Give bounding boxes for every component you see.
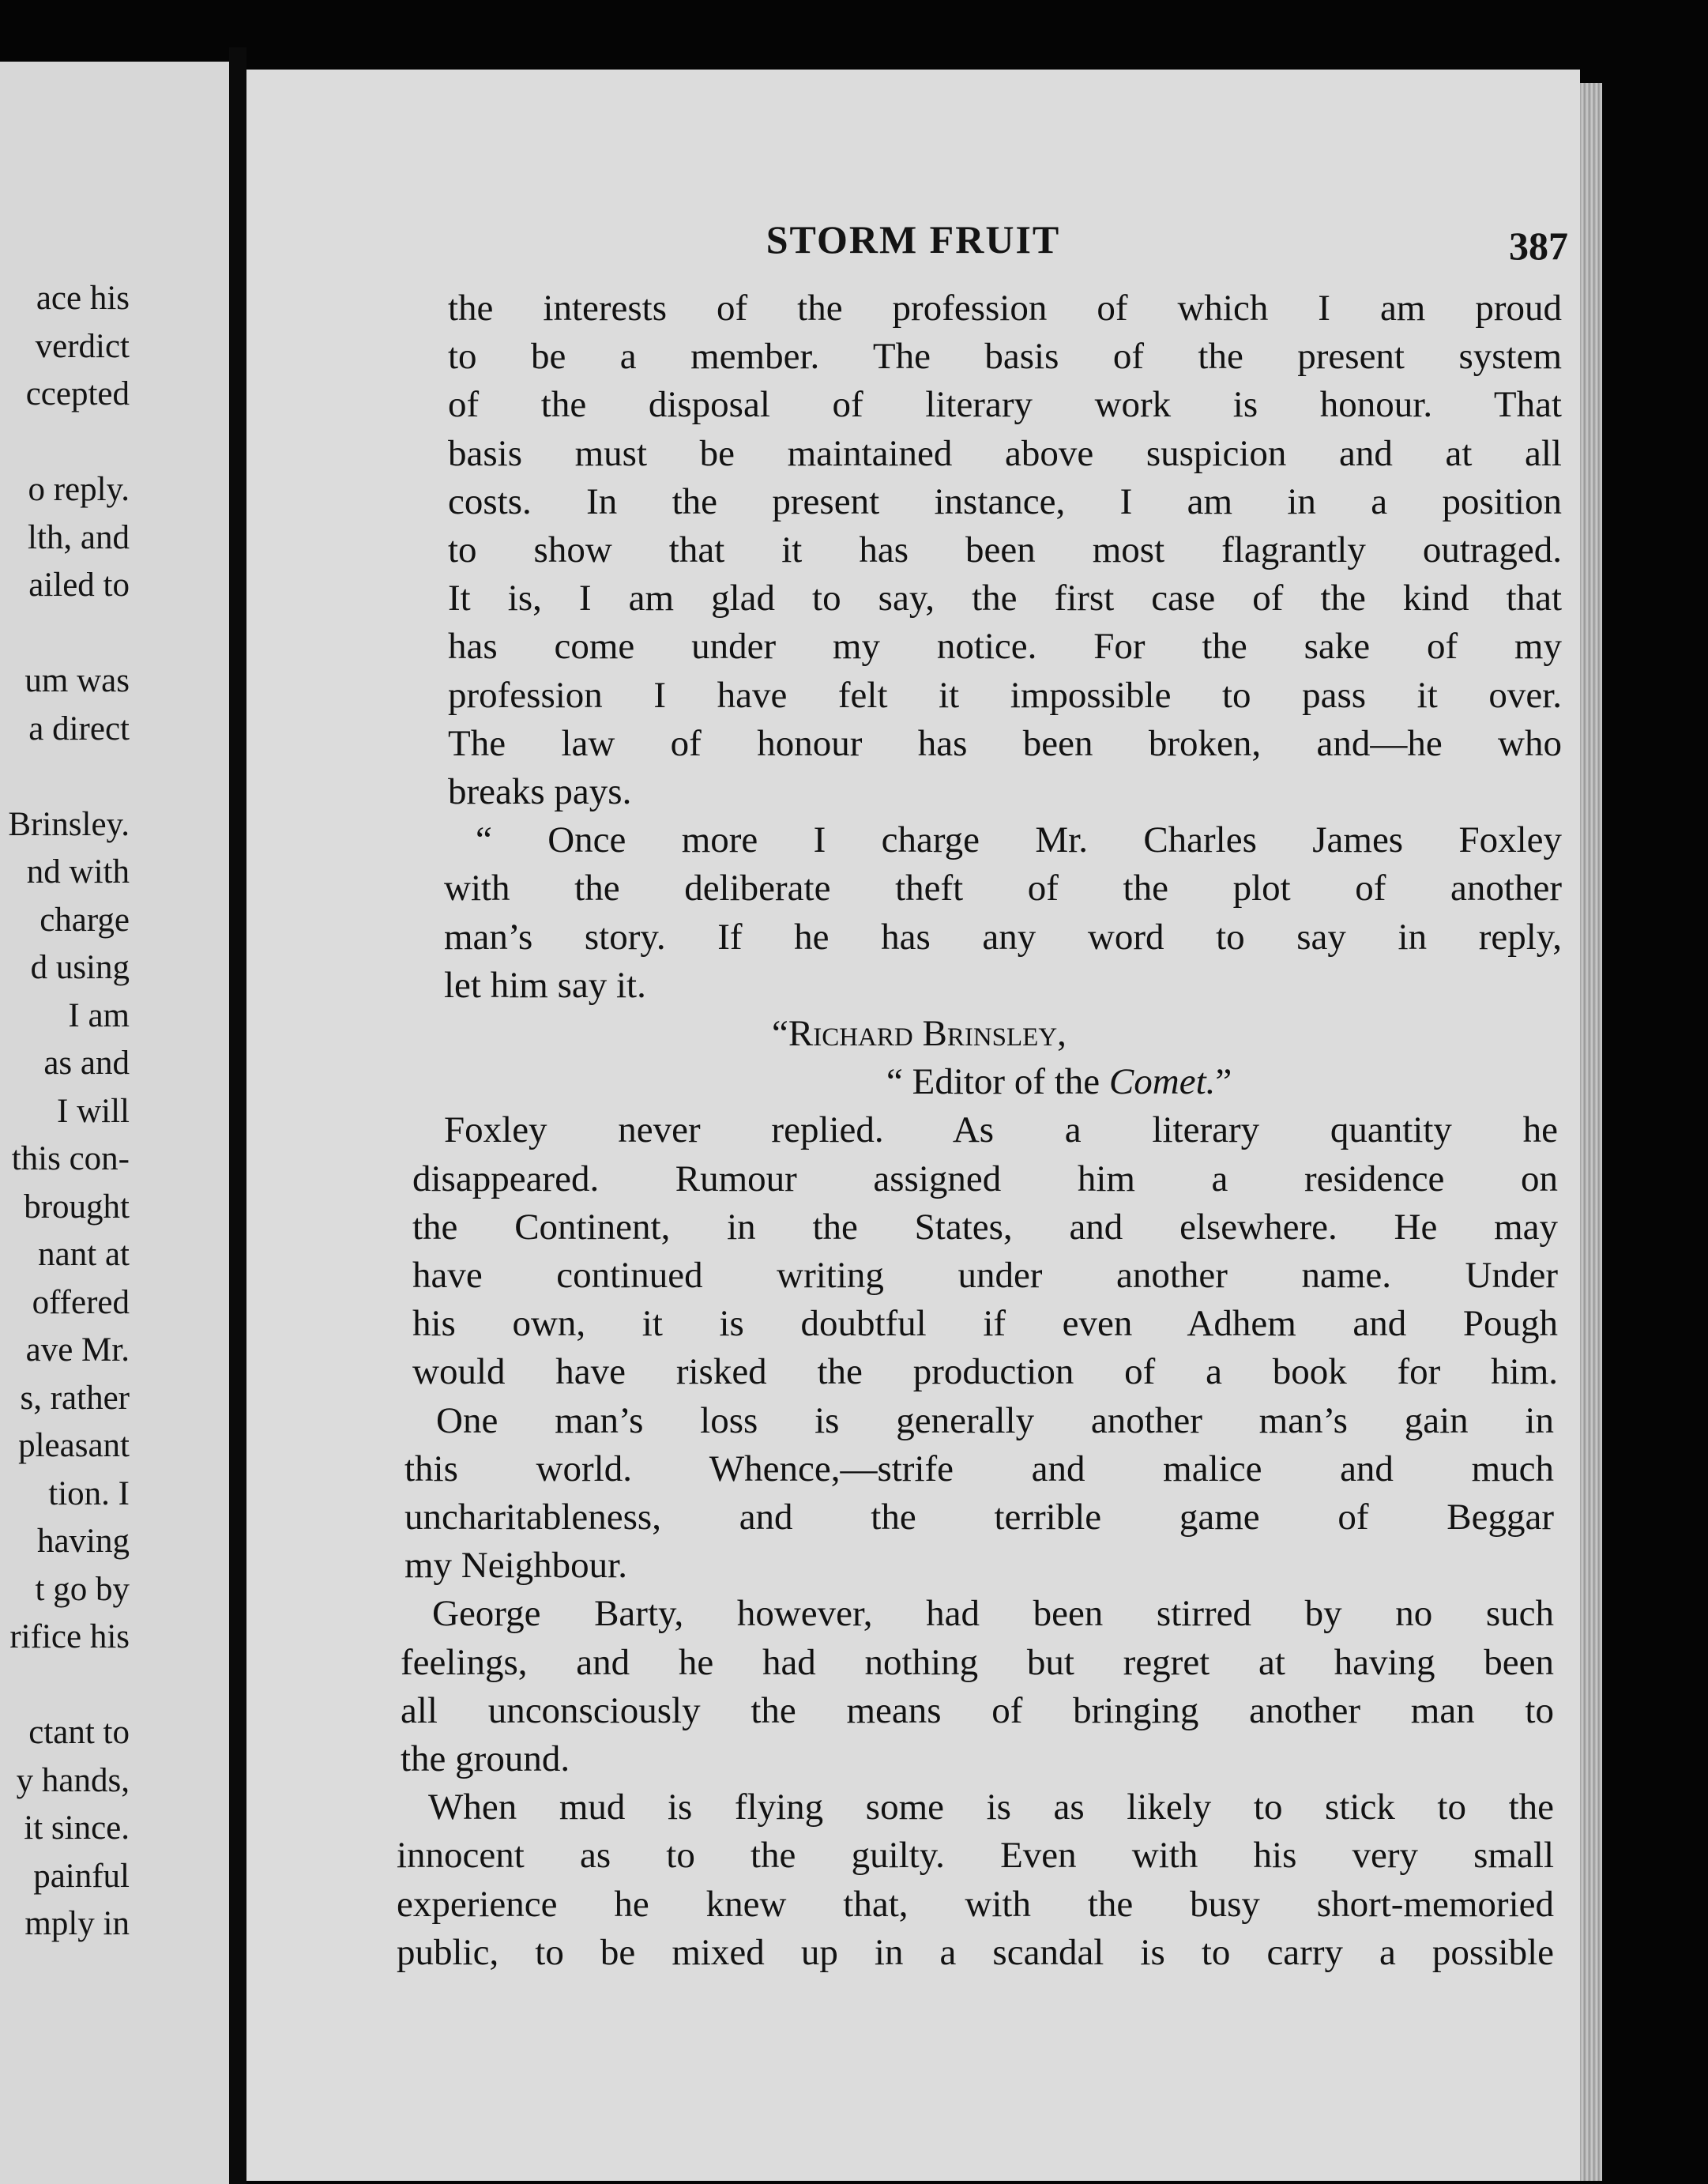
text-line: George Barty, however, had been stirred by no such — [432, 1593, 1554, 1635]
text-line: uncharitableness, and the terrible game of Beggar — [404, 1497, 1554, 1538]
text-line: One man’s loss is generally another man’s gain in — [436, 1399, 1554, 1441]
facing-page-line: a direct — [28, 710, 130, 747]
text-line: Foxley never replied. As a literary quantity he — [444, 1109, 1558, 1151]
text-line: would have risked the production of a book for him. — [412, 1351, 1558, 1393]
page-number: 387 — [1509, 224, 1568, 268]
signature-name — [772, 1010, 1067, 1057]
facing-page-line: having — [36, 1523, 130, 1560]
signature-title-close: ” — [1215, 1061, 1232, 1103]
text-line: When mud is flying some is as likely to stick to the — [428, 1787, 1554, 1828]
facing-page-line: I will — [57, 1092, 130, 1130]
text-line: experience he knew that, with the busy short-memoried — [397, 1883, 1554, 1925]
running-head: STORM FRUIT — [766, 217, 1061, 262]
facing-page-line: lth, and — [28, 518, 130, 556]
facing-page-line: t go by — [35, 1570, 130, 1608]
text-line: let him say it. — [444, 964, 646, 1006]
facing-page-line: ctant to — [28, 1714, 130, 1751]
facing-page-line: Brinsley. — [8, 805, 130, 843]
text-line: basis must be maintained above suspicion and at all — [448, 432, 1562, 474]
facing-page-line: tion. I — [48, 1474, 130, 1512]
facing-page — [0, 62, 229, 2184]
facing-page-line: offered — [32, 1283, 130, 1321]
text-line: innocent as to the guilty. Even with his very small — [397, 1835, 1554, 1877]
facing-page-line: ave Mr. — [25, 1331, 130, 1369]
text-line: breaks pays. — [448, 771, 632, 812]
text-line: to show that it has been most flagrantly outraged. — [448, 529, 1562, 570]
text-line: has come under my notice. For the sake of my — [448, 626, 1562, 668]
text-line: the Continent, in the States, and elsewhere. He may — [412, 1206, 1558, 1248]
facing-page-line: charge — [40, 901, 130, 939]
text-line: public, to be mixed up in a scandal is to carry a possible — [397, 1931, 1554, 1973]
text-line: all unconsciously the means of bringing another man to — [401, 1689, 1554, 1731]
facing-page-line: nant at — [38, 1236, 130, 1273]
signature-name-text: “Richard Brinsley, — [772, 1013, 1067, 1054]
facing-page-line: pleasant — [18, 1427, 130, 1464]
signature-title-prefix: “ Editor of the — [886, 1061, 1109, 1103]
text-line: to be a member. The basis of the present system — [448, 336, 1562, 378]
text-line: “ Once more I charge Mr. Charles James Foxley — [476, 819, 1562, 861]
facing-page-line: y hands, — [16, 1761, 130, 1799]
text-line: The law of honour has been broken, and—he who — [448, 722, 1562, 764]
facing-page-line: d using — [30, 949, 130, 986]
text-line: disappeared. Rumour assigned him a residence on — [412, 1158, 1558, 1199]
text-line: his own, it is doubtful if even Adhem and Pough — [412, 1303, 1558, 1345]
book-gutter — [229, 47, 246, 2184]
signature-title — [886, 1058, 1232, 1105]
facing-page-line: s, rather — [20, 1379, 130, 1417]
facing-page-line: o reply. — [28, 471, 130, 508]
text-line: this world. Whence,—strife and malice and much — [404, 1448, 1554, 1489]
text-line: of the disposal of literary work is honour. That — [448, 384, 1562, 426]
facing-page-line: as and — [43, 1045, 130, 1082]
page-edge — [1580, 83, 1602, 2181]
text-line: have continued writing under another name. Under — [412, 1255, 1558, 1296]
text-line: man’s story. If he has any word to say in reply, — [444, 916, 1562, 958]
text-line: the ground. — [401, 1738, 570, 1779]
facing-page-line: I am — [68, 996, 130, 1034]
facing-page-line: it since. — [24, 1809, 130, 1847]
periodical-name: Comet. — [1108, 1061, 1216, 1103]
page-header — [246, 208, 1580, 271]
facing-page-line: mply in — [24, 1905, 130, 1942]
facing-page-line: um was — [24, 662, 130, 699]
text-line: costs. In the present instance, I am in a position — [448, 480, 1562, 522]
book-page — [246, 70, 1580, 2181]
text-line: with the deliberate theft of the plot of another — [444, 868, 1562, 909]
facing-page-line: ccepted — [25, 375, 130, 412]
facing-page-line: painful — [33, 1857, 130, 1895]
facing-page-line: rifice his — [9, 1618, 130, 1655]
facing-page-line: nd with — [26, 853, 130, 891]
facing-page-line: verdict — [35, 327, 130, 365]
text-line: profession I have felt it impossible to pass it over. — [448, 674, 1562, 716]
facing-page-line: ailed to — [28, 567, 130, 604]
text-line: my Neighbour. — [404, 1545, 627, 1587]
facing-page-line: brought — [24, 1188, 130, 1226]
facing-page-line: ace his — [36, 280, 130, 317]
facing-page-line: this con- — [11, 1140, 130, 1177]
text-line: It is, I am glad to say, the first case of the kind that — [448, 578, 1562, 619]
text-line: the interests of the profession of which I am proud — [448, 288, 1562, 329]
text-line: feelings, and he had nothing but regret at having been — [401, 1641, 1554, 1683]
